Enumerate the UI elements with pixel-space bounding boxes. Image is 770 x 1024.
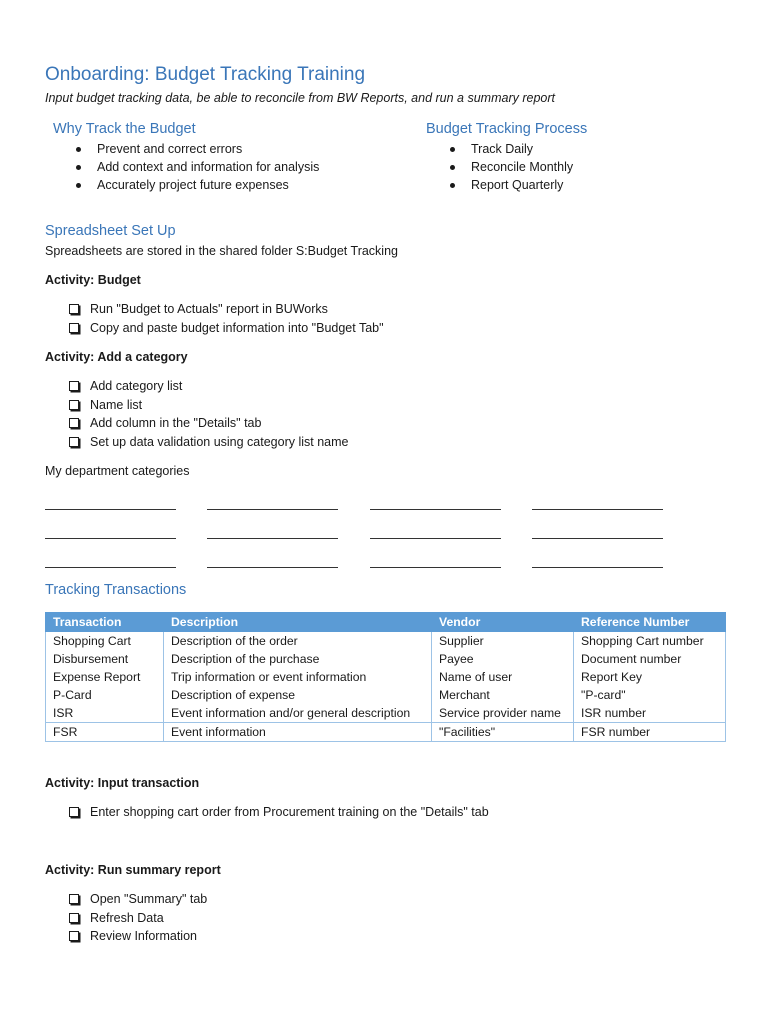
bullet-icon xyxy=(76,147,81,152)
page-title: Onboarding: Budget Tracking Training xyxy=(45,64,366,85)
checkbox-icon[interactable] xyxy=(69,418,79,428)
category-blank-line[interactable] xyxy=(45,509,176,510)
checklist-item: Set up data validation using category list name xyxy=(68,433,349,452)
checklist-item: Refresh Data xyxy=(68,909,207,928)
table-cell: FSR xyxy=(46,723,164,742)
category-blank-line[interactable] xyxy=(45,567,176,568)
checklist-item: Name list xyxy=(68,396,349,415)
table-cell: Document number xyxy=(574,650,726,668)
table-cell: Report Key xyxy=(574,668,726,686)
activity-budget-checklist xyxy=(68,300,384,337)
why-item: Prevent and correct errors xyxy=(73,140,319,158)
category-blank-line[interactable] xyxy=(532,509,663,510)
category-blank-line[interactable] xyxy=(370,509,501,510)
table-cell: P-Card xyxy=(46,686,164,704)
why-item: Accurately project future expenses xyxy=(73,176,319,194)
table-row xyxy=(46,650,726,668)
activity-input-checklist xyxy=(68,803,489,822)
checkbox-icon[interactable] xyxy=(69,323,79,333)
category-blank-line[interactable] xyxy=(207,509,338,510)
checkbox-icon[interactable] xyxy=(69,913,79,923)
why-item: Add context and information for analysis xyxy=(73,158,319,176)
checkbox-icon[interactable] xyxy=(69,807,79,817)
checklist-item: Add category list xyxy=(68,377,349,396)
category-blank-line[interactable] xyxy=(370,538,501,539)
table-cell: ISR number xyxy=(574,704,726,723)
process-heading: Budget Tracking Process xyxy=(426,121,588,137)
categories-label: My department categories xyxy=(45,464,190,478)
bullet-icon xyxy=(450,147,455,152)
table-cell: Name of user xyxy=(432,668,574,686)
table-row xyxy=(46,704,726,723)
table-cell: Event information xyxy=(164,723,432,742)
table-row xyxy=(46,632,726,651)
activity-summary-label: Activity: Run summary report xyxy=(45,863,221,877)
table-cell: Supplier xyxy=(432,632,574,651)
table-cell: FSR number xyxy=(574,723,726,742)
bullet-icon xyxy=(76,165,81,170)
process-list xyxy=(447,140,573,194)
table-row xyxy=(46,723,726,742)
table-cell: Description of the purchase xyxy=(164,650,432,668)
category-blank-line[interactable] xyxy=(532,567,663,568)
table-header-row xyxy=(46,613,726,632)
activity-summary-checklist xyxy=(68,890,207,946)
checklist-item: Copy and paste budget information into "Budget Tab" xyxy=(68,319,384,338)
page-subtitle: Input budget tracking data, be able to reconcile from BW Reports, and run a summary report xyxy=(45,91,555,105)
category-blank-line[interactable] xyxy=(532,538,663,539)
checkbox-icon[interactable] xyxy=(69,894,79,904)
table-cell: ISR xyxy=(46,704,164,723)
setup-heading: Spreadsheet Set Up xyxy=(45,223,176,239)
why-list xyxy=(73,140,319,194)
table-cell: Description of expense xyxy=(164,686,432,704)
table-row xyxy=(46,668,726,686)
table-cell: "P-card" xyxy=(574,686,726,704)
table-cell: "Facilities" xyxy=(432,723,574,742)
checkbox-icon[interactable] xyxy=(69,400,79,410)
process-item: Report Quarterly xyxy=(447,176,573,194)
bullet-icon xyxy=(450,183,455,188)
setup-text: Spreadsheets are stored in the shared folder S:Budget Tracking xyxy=(45,244,398,258)
column-header: Description xyxy=(164,613,432,632)
table-cell: Shopping Cart number xyxy=(574,632,726,651)
checkbox-icon[interactable] xyxy=(69,304,79,314)
category-blank-line[interactable] xyxy=(45,538,176,539)
tracking-heading: Tracking Transactions xyxy=(45,582,187,598)
checklist-item: Enter shopping cart order from Procurement training on the "Details" tab xyxy=(68,803,489,822)
category-blank-line[interactable] xyxy=(370,567,501,568)
table-cell: Payee xyxy=(432,650,574,668)
category-blank-line[interactable] xyxy=(207,538,338,539)
process-item: Track Daily xyxy=(447,140,573,158)
table-cell: Merchant xyxy=(432,686,574,704)
activity-category-checklist xyxy=(68,377,349,451)
why-heading: Why Track the Budget xyxy=(53,121,196,137)
checklist-item: Add column in the "Details" tab xyxy=(68,414,349,433)
table-cell: Event information and/or general description xyxy=(164,704,432,723)
bullet-icon xyxy=(76,183,81,188)
process-item: Reconcile Monthly xyxy=(447,158,573,176)
bullet-icon xyxy=(450,165,455,170)
checklist-item: Open "Summary" tab xyxy=(68,890,207,909)
checkbox-icon[interactable] xyxy=(69,381,79,391)
table-cell: Service provider name xyxy=(432,704,574,723)
table-cell: Disbursement xyxy=(46,650,164,668)
column-header: Vendor xyxy=(432,613,574,632)
activity-input-label: Activity: Input transaction xyxy=(45,776,200,790)
category-blank-line[interactable] xyxy=(207,567,338,568)
table-cell: Description of the order xyxy=(164,632,432,651)
activity-budget-label: Activity: Budget xyxy=(45,273,141,287)
table-cell: Shopping Cart xyxy=(46,632,164,651)
table-row xyxy=(46,686,726,704)
checkbox-icon[interactable] xyxy=(69,931,79,941)
column-header: Transaction xyxy=(46,613,164,632)
activity-category-label: Activity: Add a category xyxy=(45,350,188,364)
checklist-item: Run "Budget to Actuals" report in BUWorks xyxy=(68,300,384,319)
table-cell: Trip information or event information xyxy=(164,668,432,686)
checkbox-icon[interactable] xyxy=(69,437,79,447)
column-header: Reference Number xyxy=(574,613,726,632)
transactions-table xyxy=(45,612,726,742)
checklist-item: Review Information xyxy=(68,927,207,946)
table-cell: Expense Report xyxy=(46,668,164,686)
